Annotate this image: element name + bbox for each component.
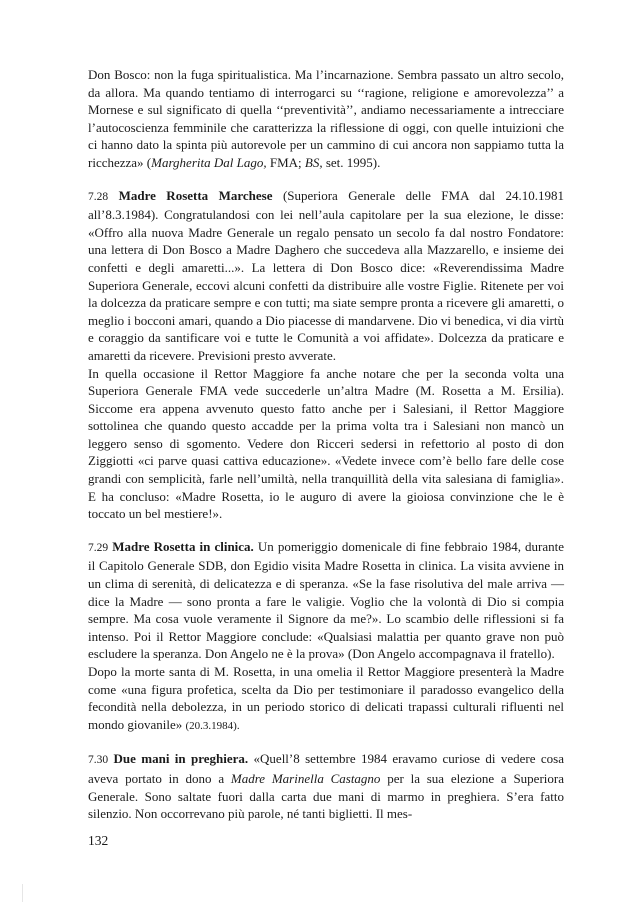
section-heading: Madre Rosetta Marchese [118,187,273,203]
section-text: Dopo la morte santa di M. Rosetta, in una omelia il Rettor Maggiore presenterà la Madre come «una figura profetica, scelta da Dio per testimoniare il paradosso evangelico della fecondità nella debolezza, in un periodo storico di delicati trapassi culturali rifluenti nel mondo giovanile» [88,664,564,732]
section-number: 7.28 [88,190,109,203]
section-number: 7.30 [88,754,109,767]
section-7-28-paragraph-1 [88,187,564,365]
intro-paragraph [88,66,564,172]
section-number: 7.29 [88,541,109,554]
section-text: (Superiora Generale delle FMA dal 24.10.1981 all’8.3.1984). Congratulandosi con lei nell’aula capitolare per la sua elezione, le disse: «Offro alla nuova Madre Generale un regalo pensato un secolo fa dal nostro Fondatore: una lettera di Don Bosco a Madre Daghero che succedeva alla Mazzarello, e insieme dei confetti e degli amaretti...». La lettera di Don Bosco dice: «Reverendissima Madre Superiora Generale, eccovi alcuni confetti da distribuire alle vostre Figlie. Ritenete per voi la dolcezza da praticare sempre e con tutti; ma siate sempre pronta a ricevere gli amaretti, o meglio i bocconi amari, quando a Dio piacesse di mandarvene. Dio vi benedica, vi dia virtù e coraggio da santificare voi e tutte le Comunità a voi affidate». Dolcezza da praticare e amaretti da ricevere. Previsioni presto avverate. [88,187,564,363]
page-number: 132 [88,833,109,848]
intro-text: Don Bosco: non la fuga spiritualistica. Ma l’incarnazione. Sembra passato un altro secolo, da allora. Ma quando tentiamo di interrogarci su ‘‘ragione, religione e amorevolezza’’ a Mornese e sul significato di quella ‘‘preventività’’, andiamo necessariamente a intrecciare l’autocoscienza femminile che caratterizza la riflessione di oggi, con quelle intuizioni che ci hanno dato la spinta più autorevole per un cammino di cui ancora non sappiamo tutta la ricchezza» ( [88,67,564,170]
section-7-29 [88,538,564,736]
date-reference: (20.3.1984). [185,719,240,732]
section-7-30 [88,750,564,822]
source-author: Margherita Dal Lago, [151,154,267,170]
section-7-28-paragraph-2: In quella occasione il Rettor Maggiore fa anche notare che per la seconda volta una Superiora Generale FMA vede succederle un’altra Madre (M. Rosetta a M. Ersilia). Siccome era appena avvenuto questo fatto anche per i Salesiani, il Rettor Maggiore sottolinea che quando questo accadde per la prima volta tra i Salesiani non mancò un leggero senso di sgomento. Vedere don Ricceri sedersi in refettorio al posto di don Ziggiotti «ci parve quasi cattiva educazione». «Vedete invece com’è bello fare delle cose grandi con semplicità, farle nell’umiltà, nella tranquillità della vita salesiana di famiglia». E ha concluso: «Madre Rosetta, io le auguro di avere la gioiosa convinzione che le è toccato un bel mestiere!». [88,365,564,522]
section-7-29-paragraph-2 [88,663,564,735]
section-7-30-paragraph-1 [88,750,564,822]
section-heading: Madre Rosetta in clinica. [112,538,254,554]
scan-margin-mark [22,884,23,902]
source-date: set. 1995). [322,154,381,170]
source-journal: BS, [304,154,323,170]
section-7-28 [88,187,564,523]
section-7-29-paragraph-1 [88,538,564,663]
person-name: Madre Marinella Castagno [230,770,381,786]
section-text: Un pomeriggio domenicale di fine febbraio 1984, durante il Capitolo Generale SDB, don Egidio visita Madre Rosetta in clinica. La visita avviene in un clima di serenità, di delicatezza e di speranza. «Se la fase risolutiva del male arriva — dice la Madre — sono pronta a fare le valigie. Voglio che la volontà di Dio si compia sempre. Ma cosa vuole veramente il Signore da me?». Lo scambio delle riflessioni si fa intenso. Poi il Rettor Maggiore conclude: «Qualsiasi malattia per quanto grave non può escludere la speranza. Don Angelo ne è la prova» (Don Angelo accompagnava il fratello). [88,538,564,662]
section-text: per la sua elezione a Superiora Generale. Sono saltate fuori dalla carta due mani di marmo in preghiera. S’era fatto silenzio. Non occorrevano più parole, né tanti biglietti. Il mes- [88,770,564,822]
source-mid: FMA; [266,154,305,170]
section-heading: Due mani in preghiera. [113,751,249,767]
section-text: «Quell’8 settembre 1984 eravamo curiose di vedere cosa aveva portato in dono a [88,751,564,786]
page-body [88,66,564,823]
